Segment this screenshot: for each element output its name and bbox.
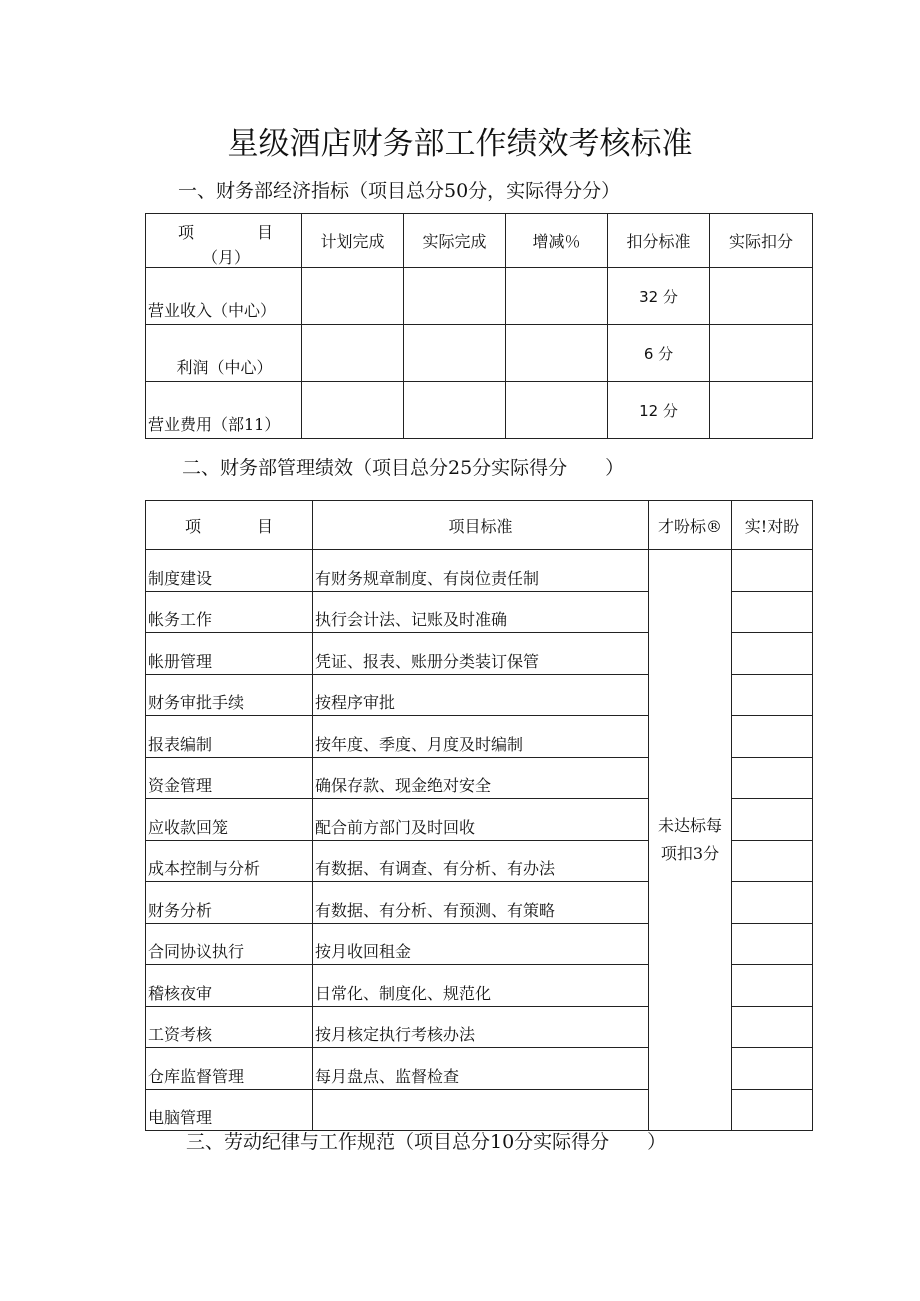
actual-score-cell[interactable] [732,1006,813,1048]
row-standard: 有数据、有调查、有分析、有办法 [313,840,649,882]
row-standard: 配合前方部门及时回收 [313,799,649,841]
row-standard: 凭证、报表、账册分类装订保管 [313,633,649,675]
header-item-part2: 目 [257,223,274,242]
deduct-rule-line2: 项扣3分 [660,844,720,863]
actual-cell[interactable] [404,268,506,325]
actual-score-cell[interactable] [732,923,813,965]
table-row [146,382,813,439]
actual-score-cell[interactable] [732,1089,813,1131]
row-standard: 确保存款、现金绝对安全 [313,757,649,799]
row-standard: 每月盘点、监督检查 [313,1048,649,1090]
actual-score-cell[interactable] [732,633,813,675]
change-cell[interactable] [506,325,608,382]
table-row [146,325,813,382]
section2-heading: 二、财务部管理绩效（项目总分25分实际得分 ） [182,457,625,479]
actual-deduct-cell[interactable] [710,268,813,325]
row-standard: 按月核定执行考核办法 [313,1006,649,1048]
deduct-rule-cell [649,550,732,1131]
row-item: 制度建设 [146,550,313,592]
row-standard: 日常化、制度化、规范化 [313,965,649,1007]
header-actual-deduct: 实际扣分 [710,214,813,268]
row-item: 帐册管理 [146,633,313,675]
row-item: 帐务工作 [146,591,313,633]
header-actual: 实!对盼 [732,501,813,550]
change-cell[interactable] [506,382,608,439]
row-item: 资金管理 [146,757,313,799]
deduct-rule-line1: 未达标每 [657,816,722,835]
header-deduct-standard: 扣分标准 [608,214,710,268]
row-item: 营业费用（部11） [146,382,302,439]
actual-cell[interactable] [404,325,506,382]
actual-score-cell[interactable] [732,882,813,924]
header-item-part1: 项 [184,516,201,536]
actual-score-cell[interactable] [732,716,813,758]
actual-score-cell[interactable] [732,757,813,799]
row-item: 财务审批手续 [146,674,313,716]
section3-heading: 三、劳动纪律与工作规范（项目总分10分实际得分 ） [186,1131,667,1153]
table-row [146,268,813,325]
header-item [146,501,313,550]
actual-deduct-cell[interactable] [710,382,813,439]
table-row [146,550,813,592]
row-item: 报表编制 [146,716,313,758]
header-change: 增减％ [506,214,608,268]
row-item: 应收款回笼 [146,799,313,841]
section1-heading: 一、财务部经济指标（项目总分50分，实际得分分） [178,180,621,202]
row-item: 电脑管理 [146,1089,313,1131]
header-item [146,214,302,268]
deduct-standard-cell: 6 分 [608,325,710,382]
header-deduct-standard: 才吩标® [649,501,732,550]
plan-cell[interactable] [302,325,404,382]
deduct-standard-cell: 32 分 [608,268,710,325]
row-standard: 执行会计法、记账及时准确 [313,591,649,633]
row-item: 合同协议执行 [146,923,313,965]
actual-score-cell[interactable] [732,965,813,1007]
change-cell[interactable] [506,268,608,325]
header-plan: 计划完成 [302,214,404,268]
actual-cell[interactable] [404,382,506,439]
row-item: 成本控制与分析 [146,840,313,882]
actual-score-cell[interactable] [732,799,813,841]
actual-score-cell[interactable] [732,674,813,716]
header-item-part1: 项 [178,223,195,242]
row-standard [313,1089,649,1131]
row-item: 稽核夜审 [146,965,313,1007]
row-item: 营业收入（中心） [146,268,302,325]
actual-score-cell[interactable] [732,591,813,633]
actual-score-cell[interactable] [732,550,813,592]
row-standard: 按年度、季度、月度及时编制 [313,716,649,758]
row-standard: 按月收回租金 [313,923,649,965]
row-item: 仓库监督管理 [146,1048,313,1090]
plan-cell[interactable] [302,268,404,325]
header-standard: 项目标准 [313,501,649,550]
header-item-part3: （月） [202,248,251,267]
actual-score-cell[interactable] [732,1048,813,1090]
actual-deduct-cell[interactable] [710,325,813,382]
header-actual: 实际完成 [404,214,506,268]
management-performance-table [145,500,813,1131]
row-standard: 有数据、有分析、有预测、有策略 [313,882,649,924]
page-title: 星级酒店财务部工作绩效考核标准 [227,126,693,162]
row-standard: 有财务规章制度、有岗位责任制 [313,550,649,592]
row-item: 财务分析 [146,882,313,924]
table1-header-row [146,214,813,268]
row-standard: 按程序审批 [313,674,649,716]
economic-indicators-table [145,213,813,439]
plan-cell[interactable] [302,382,404,439]
row-item: 利润（中心） [146,325,302,382]
row-item: 工资考核 [146,1006,313,1048]
table2-header-row [146,501,813,550]
actual-score-cell[interactable] [732,840,813,882]
deduct-standard-cell: 12 分 [608,382,710,439]
header-item-part2: 目 [257,516,274,536]
